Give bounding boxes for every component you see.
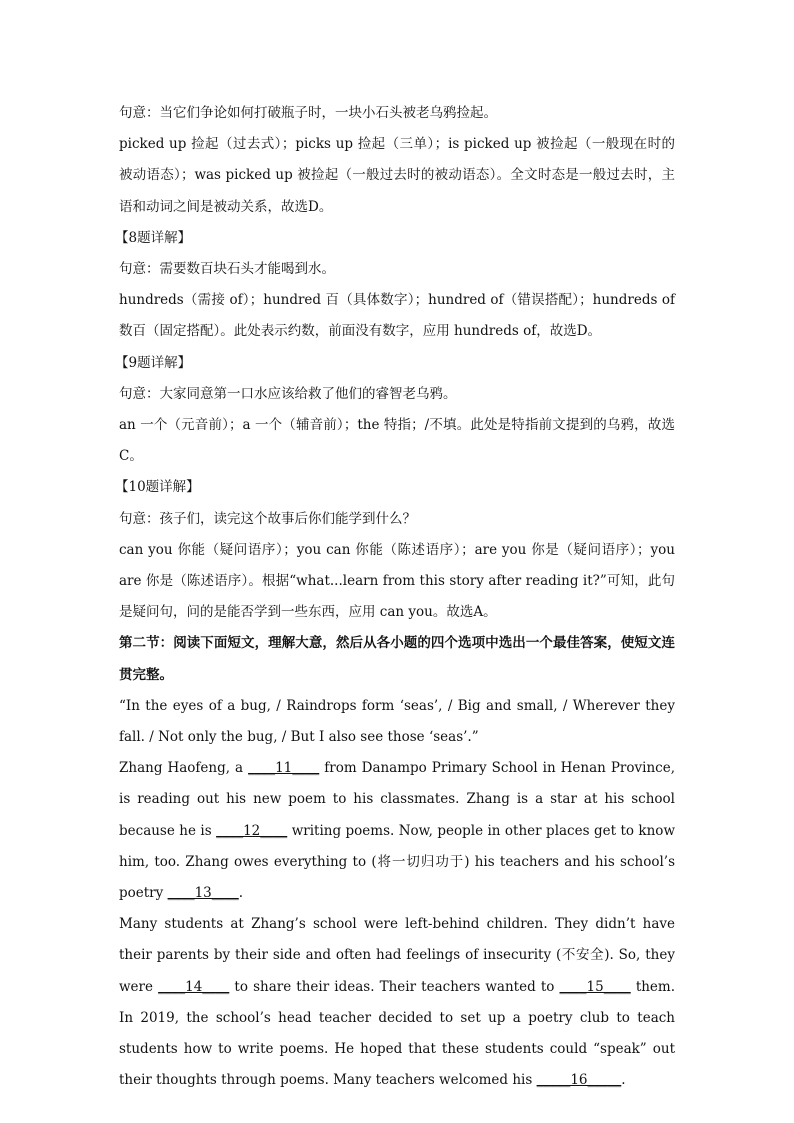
passage-text: from Danampo Primary School in Henan Province, is reading out his new poem to his classmates. Zhang is a star at his school because he is	[119, 760, 675, 839]
q8-heading: 【8题详解】	[115, 229, 192, 246]
q8-sentence: 句意：需要数百块石头才能喝到水。	[119, 261, 335, 278]
q10-analysis: can you 你能（疑问语序）；you can 你能（陈述语序）；are you 你是（疑问语序）；you are 你是（陈述语序）。根据“what...learn from this story after reading it?”可知，此句是疑问句，问的是能否学到一些东西，应用 can you。故选A。	[119, 541, 675, 621]
section2-instruction: 第二节：阅读下面短文，理解大意，然后从各小题的四个选项中选出一个最佳答案，使短文连贯完整。	[119, 635, 675, 683]
passage-text: .	[238, 885, 244, 902]
q9-heading: 【9题详解】	[115, 354, 192, 371]
poem-quote: “In the eyes of a bug, / Raindrops form ‘seas’, / Big and small, / Wherever they fall. / Not only the bug, / But I also see those ‘seas’.”	[119, 697, 675, 746]
passage-text: writing poems. Now, people in other places get to know him, too. Zhang owes everything to (将一切归功于) his teachers and his school’s poetry	[119, 822, 675, 902]
passage-text: Many students at Zhang’s school were left-behind children. They didn’t have their parents by their side and often had feelings of insecurity (不安全). So, they were	[119, 916, 675, 995]
q9-analysis: an 一个（元音前）；a 一个（辅音前）；the 特指；/不填。此处是特指前文提到的乌鸦，故选C。	[119, 417, 675, 465]
q10-heading: 【10题详解】	[115, 479, 200, 496]
blank-12: ____12____	[216, 822, 288, 839]
q7-analysis: picked up 捡起（过去式）；picks up 捡起（三单）；is picked up 被捡起（一般现在时的被动语态）；was picked up 被捡起（一般过去时的被动语态）。全文时态是一般过去时，主语和动词之间是被动关系，故选D。	[119, 136, 675, 215]
passage-text: them. In 2019, the school’s head teacher decided to set up a poetry club to teach students how to write poems. He hoped that these students could “speak” out their thoughts through poems. Many teachers welcomed his	[119, 978, 676, 1089]
passage-text: Zhang Haofeng, a	[119, 760, 249, 777]
q8-analysis: hundreds（需接 of）；hundred 百（具体数字）；hundred of（错误搭配）；hundreds of 数百（固定搭配）。此处表示约数，前面没有数字，应用 hundreds of，故选D。	[119, 292, 675, 340]
blank-14: ____14____	[158, 978, 230, 995]
blank-16: _____16_____	[536, 1072, 622, 1089]
q7-sentence: 句意：当它们争论如何打破瓶子时，一块小石头被老乌鸦捡起。	[119, 105, 497, 121]
passage-text: .	[621, 1072, 626, 1089]
document-content	[115, 98, 676, 1097]
q10-sentence: 句意：孩子们，读完这个故事后你们能学到什么？	[119, 510, 416, 527]
blank-11: ____11____	[248, 760, 320, 777]
passage-text: to share their ideas. Their teachers wanted to	[229, 978, 560, 995]
passage-paragraph-1	[119, 753, 675, 909]
passage-paragraph-2	[119, 909, 675, 1096]
blank-13: ____13____	[167, 885, 239, 902]
q9-sentence: 句意：大家同意第一口水应该给救了他们的睿智老乌鸦。	[119, 385, 457, 402]
blank-15: ____15____	[559, 978, 631, 995]
